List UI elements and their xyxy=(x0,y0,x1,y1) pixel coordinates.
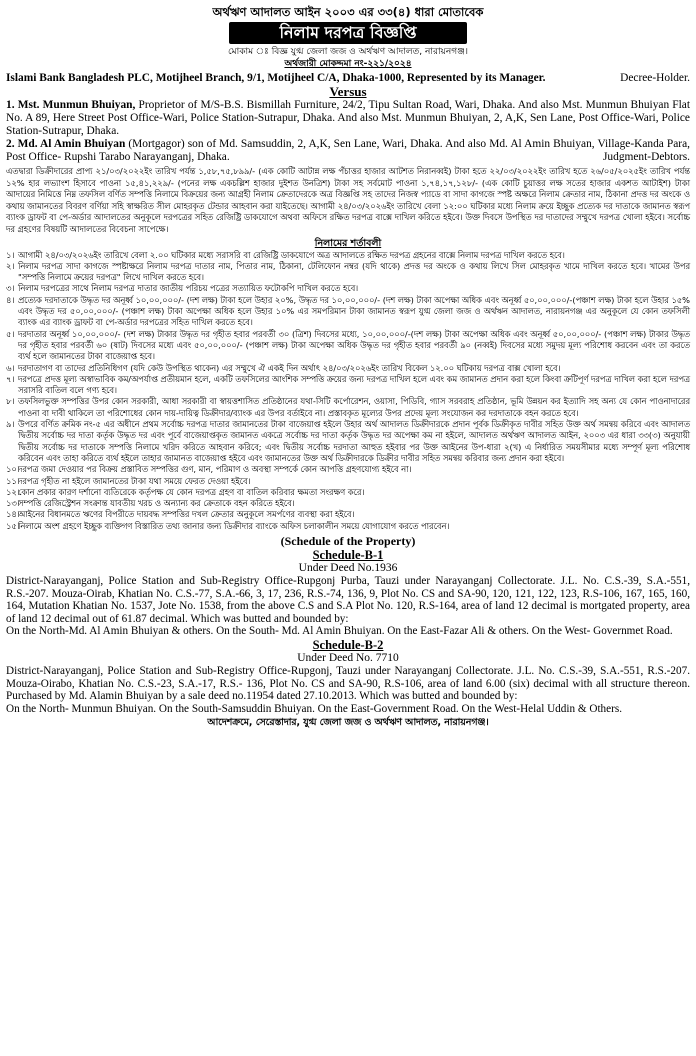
rule-text: দরদাতাগণ বা তাদের প্রতিনিধিগণ (যদি কেউ উপস্থিত থাকেন) এর সম্মুখে ঐ একই দিন অর্থাৎ ২৪/০৩/২০২৬ইং তারিখ বিকেল ১২.০০ ঘটিকায় দরপত্র বাক্স খোলা হবে। xyxy=(18,362,561,373)
rule-item xyxy=(6,476,690,487)
schedule-b2-bounds: On the North- Munmun Bhuiyan. On the South-Samsuddin Bhuiyan. On the East-Government Road. On the West-Helal Uddin & Others. xyxy=(6,702,622,715)
schedule-b1-deed: Under Deed No.1936 xyxy=(298,561,398,574)
schedule-b2-title: Schedule-B-2 xyxy=(312,637,384,652)
plaintiff-role: Decree-Holder. xyxy=(620,72,690,84)
schedule-b2-deed: Under Deed No. 7710 xyxy=(297,651,399,664)
notice-title: নিলাম দরপত্র বিজ্ঞপ্তি xyxy=(229,22,467,44)
rule-number: ৭। xyxy=(6,373,15,384)
rule-text: তফসিলভুক্ত সম্পত্তির উপর কোন সরকারী, আধা সরকারী বা স্বায়ত্তশাসিত প্রতিষ্ঠানের যথা-সিটি কর্পোরেশন, ওয়াসা, পিডিবি, গ্যাস সরবরাহ প্রতিষ্ঠান, ভূমি উন্নয়ন কর ইত্যাদি সহ অন্য যে কোন পাওনাদারের পাওনা বা দাবী থাকিলে তা পরিশোধের কোন দায়-দায়িত্ব ডিক্রীদার/ব্যাংক এর উপর বর্তাইবে না। প্রস্তাবকৃত মূল্যের উপর প্রদেয় মূল্য সংযোজন কর দরদাতাকে বহন করতে হবে। xyxy=(18,396,690,418)
defendant-1: 1. Mst. Munmun Bhuiyan, Proprietor of M/S-B.S. Bismillah Furniture, 24/2, Tipu Sultan Road, Wari, Dhaka. And also Mst. Munmun Bhuiyan Flat No. A 89, Here Street Post Office-Wari, Police Station-Sutrapur, Dhaka. And also Mst. Munmun Bhuiyan, 2, A,K, Sen Lane, Post Office-Wari, Police Station-Sutrapur, Dhaka. xyxy=(6,99,691,137)
versus-label: Versus xyxy=(329,84,367,99)
rule-text: দরপত্র জমা দেওয়ার পর বিক্রয় প্রস্তাবিত সম্পত্তির গুণ, মান, পরিমাণ ও অবস্থা সম্পর্কে কোন আপত্তি গ্রহণযোগ্য হইবে না। xyxy=(18,464,412,475)
schedule-title: (Schedule of the Property) xyxy=(280,533,416,548)
rule-number: ১৫। xyxy=(6,520,20,531)
rule-text: নিলাম দরপত্র সাদা কাগজে স্পষ্টাক্ষরে নিলাম দরপত্র দাতার নাম, পিতার নাম, ঠিকানা, টেলিফোন নম্বর (যদি থাকে) প্রদত্ত দর অংকে ও কথায় লিখে সিল মোহরকৃত খামে দাখিল করতে হবে। খামের উপর "সম্পত্তি নিলামে ক্রয়ের দরপত্র" লিখে দাখিল করতে হবে। xyxy=(18,260,690,283)
rule-item xyxy=(6,250,690,261)
rule-number: ১৩। xyxy=(6,498,20,509)
rule-item xyxy=(6,363,690,374)
rule-item xyxy=(6,295,690,329)
rule-text: আগামী ২৪/০৩/২০২৬ইং তারিখে বেলা ২.০০ ঘটিকার মধ্যে সরাসরি বা রেজিষ্ট্রি ডাকযোগে অত্র আদালতে রক্ষিত দরপত্র গ্রহনের বাক্সে নিলাম দরপত্র দাখিল করতে হবে। xyxy=(18,249,565,260)
court-name: মোকাম ঃ বিজ্ঞ যুগ্ম জেলা জজ ও অর্থঋণ আদালত, নারায়নগঞ্জ। xyxy=(227,47,469,57)
rule-number: ১২। xyxy=(6,486,20,497)
rule-number: ৫। xyxy=(6,328,15,339)
rule-number: ৬। xyxy=(6,362,15,373)
case-number: অর্থজারী মোকদ্দমা নং-২২১/২০২৪ xyxy=(284,59,412,69)
defendant-2: 2. Md. Al Amin Bhuiyan (Mortgagor) son of Md. Samsuddin, 2, A,K, Sen Lane, Wari, Dhaka. And also Md. Al Amin Bhuiyan, Village-Kanda Para, Post Office- Rupshi Tarabo Narayanganj, Dhaka. Judgment-Debtors. xyxy=(6,138,690,163)
rule-number: ৮। xyxy=(6,396,15,407)
rule-text: দরদাতার অনূর্ধ্ব ১০,০০,০০০/- (দশ লক্ষ) টাকার উদ্ধৃত দর গৃহীত হবার পরবর্তী ৩০ (ত্রিশ) দিবসের মধ্যে, ১০,০০,০০০/-(দশ লক্ষ) টাকা অপেক্ষা অধিক এবং অনূর্ধ্ব ৫০,০০,০০০/- (পঞ্চাশ লক্ষ) টাকার উদ্ধৃত দর গৃহীত হবার পরবর্তী ৬০ (ষাট) দিবসের মধ্যে এবং ৫০,০০,০০০/- (পঞ্চাশ লক্ষ) টাকা অপেক্ষা অধিক উদ্ধৃত দর গৃহীত হবার পরবর্তী ৯০ (নব্বই) দিবসের মধ্যে সমুদয় মূল্য পরিশোধ করবেন এবং তা করতে ব্যর্থ হলে জামানতের টাকা বাজেয়াপ্ত হবে। xyxy=(18,328,690,362)
rule-item xyxy=(6,464,690,475)
rule-text: নিলাম দরপত্রের সাথে নিলাম দরপত্র দাতার জাতীয় পরিচয় পত্রের সত্যায়িত ফটোকপি দাখিল করতে হবে। xyxy=(18,283,359,294)
rules-list xyxy=(6,250,690,532)
rule-text: দরপত্র গৃহীত না হইলে জামানতের টাকা যথা সময়ে ফেরত দেওয়া হইবে। xyxy=(18,475,251,486)
rule-item xyxy=(6,487,690,498)
rule-number: ৩। xyxy=(6,283,15,294)
rule-item xyxy=(6,419,690,464)
rule-number: ১১। xyxy=(6,475,20,486)
schedule-b2-text: District-Narayanganj, Police Station and Sub-Registry Office-Rupgonj, Tauzi under Narayanganj Collectorate. J.L. No. C.S.-39, S.A.-551, R.S.-207. Mouza-Oirabo, Khatian No. C.S.-23, S.A.-17, R.S.- 136, Plot No. CS and SA-90, R.S-106, area of land 6.00 (six) decimal with all structure thereon. Purchased by Md. Alamin Bhuiyan by a sale deed no.11954 dated 27.10.2013. Which was butted and bounded by: xyxy=(6,664,690,703)
rule-item xyxy=(6,329,690,363)
rule-item xyxy=(6,498,690,509)
notice-page xyxy=(6,4,690,729)
rule-text: দরপত্রে প্রদত্ত মূল্য অস্বাভাবিক কম/অপর্যাপ্ত প্রতীয়মান হলে, একটি তফসিলের আংশিক সম্পত্তি ক্রয়ের জন্য দরপত্র দাখিল হলে এবং কম জামানত প্রদান করা হলে কিংবা ক্রটিপূর্ণ দরপত্র দাখিল করা হলে দরপত্র সরাসরি বাতিল বলে গণ্য হবে। xyxy=(18,373,690,396)
rule-number: ৪। xyxy=(6,294,15,305)
rule-item xyxy=(6,509,690,520)
rule-number: ১৪। xyxy=(6,509,20,520)
intro-paragraph: এতদ্বারা ডিক্রীদারের প্রাপ্য ২১/০৩/২০২২ইং তারিখ পর্যন্ত ১,৫৮,৭৫,৮৯৯/- (এক কোটি আটান্ন লক্ষ পঁচাত্তর হাজার আটশত নিরানব্বই) টাকা হতে ২২/০৩/২০২২ইং তারিখ হতে ২৬/০৫/২০২৫ইং তারিখ পর্যন্ত ১২% হার লভ্যাংশ হিসাবে পাওনা ১৫,৪১,২২৯/- (পনের লক্ষ একচল্লিশ হাজার দুইশত উনত্রিশ) টাকা সহ সর্বমোট পাওনা ১,৭৪,১৭,১২৮/- (এক কোটি চুয়াত্তর লক্ষ সতের হাজার একশত আটাইশ) টাকা আদায়ের নিমিত্তে নিম্ন তফসিল বর্ণিত সম্পত্তি নিলামে বিক্রয়ের জন্য আগ্রহী নিলাম ক্রেতাদেরকে অত্র বিজ্ঞপ্তি সহ তাদের নিজস্ব প্যাডে বা সাদা কাগজে স্পষ্ট অক্ষরে নিলাম ক্রেতার নাম, ঠিকানা প্রদত্ত দর অংকে ও কথায় জামানতের বিবরণ বর্ণিয়া সহি স্বাক্ষরিত সীল মোহরকৃত টেন্ডার আহবান করা যাইতেছে। আগামী ২৪/০৩/২০২৬ইং তারিখে বেলা ১২:০০ ঘটিকার মধ্যে নিলাম ক্রয়ে ইচ্ছুক প্রত্যেক দর দাতাকে জামানত স্বরূপ ব্যাংক ড্রাফট বা পে-অর্ডার আদালতের অনুকূলে দরপত্রের সহিত রেজিষ্ট্রি ডাকযোগে অথবা অফিসে রক্ষিত দরপত্র বাক্সে দাখিল করিতে হইবে। উক্ত দিবসে উপস্থিত দর দাতাদের সম্মুখে দরপত্র খোলা হইবে। সর্বোচ্চ দর গ্রহণের বিষয়টি আদালতের বিবেচনা সাপেক্ষে। xyxy=(6,166,690,234)
rule-item xyxy=(6,521,690,532)
rule-item xyxy=(6,396,690,419)
defendant-1-address: Proprietor of M/S-B.S. Bismillah Furniture, 24/2, Tipu Sultan Road, Wari, Dhaka. And also Mst. Munmun Bhuiyan Flat No. A 89, Here Street Post Office-Wari, Police Station-Sutrapur, Dhaka. And also Mst. Munmun Bhuiyan, 2, A,K, Sen Lane, Post Office-Wari, Police Station-Sutrapur, Dhaka. xyxy=(6,99,691,137)
rule-item xyxy=(6,283,690,294)
defendant-role: Judgment-Debtors. xyxy=(603,151,690,163)
rule-text: উপরে বর্ণিত ক্রমিক নং-৫ এর অধীনে প্রথম সর্বোচ্চ দরপত্র দাতার জামানতের টাকা বাজেয়াপ্ত হইলে উহার অর্থ আদালত ডিক্রীদারকে প্রদান পূর্বক ডিক্রীকৃত দাবীর সহিত উক্ত অর্থ সমন্বয় করিবে এবং আদালত দ্বিতীয় সর্বোচ্চ দর দাতা কর্তৃক উদ্ধৃত দর এবং পূর্বে বাজেয়াপ্তকৃত জামানত একত্রে সর্বোচ্চ দর দাতা কর্তৃক উদ্ধৃত দর অপেক্ষা কম না হইলে, আদালত অর্থঋণ আদালত আইন, ২০০৩ এর ধারা ৩৩(৩) অনুযায়ী দ্বিতীয় সর্বোচ্চ দর দাতাকে সম্পত্তি নিলামে খরিদ করিতে আহবান করিবে; এবং দ্বিতীয় সর্বোচ্চ দরদাতা আহুত হইবার পর উক্ত আইনের উপ-ধারা ২(খ) এ নির্ধারিত সময়সীমার মধ্যে সম্পূর্ণ মূল্য পরিশোধ করিবেন এবং তাহা করিতে ব্যর্থ হইলে তাহার জামানত বাজেয়াপ্ত হইবে এবং জামানতের উক্ত অর্থ ডিক্রীদারকে ডিক্রীর দাবীর সহিত সমন্বয় করিবার জন্য প্রদান করা হইবে। xyxy=(18,419,690,463)
rule-text: নিলামে অংশ গ্রহণে ইচ্ছুক ব্যক্তিগণ বিস্তারিত তথ্য জানার জন্য ডিক্রীদার ব্যাংকে অফিস চলাকালীন সময়ে যোগাযোগ করতে পারবেন। xyxy=(18,520,450,531)
rule-number: ২। xyxy=(6,260,15,271)
rule-number: ৯। xyxy=(6,419,15,430)
schedule-b1-title: Schedule-B-1 xyxy=(312,547,384,562)
rules-heading: নিলামের শর্তাবলী xyxy=(314,237,382,249)
rule-number: ১০। xyxy=(6,464,20,475)
schedule-b1-text: District-Narayanganj, Police Station and Sub-Registry Office-Rupgonj Purba, Tauzi under Narayanganj Collectorate. J.L. No. C.S.-39, S.A.-551, R.S.-207. Mouza-Oirab, Khatian No. C.S.-77, S.A.-66, 3, 17, 236, R.S.-74, 136, 9, Plot No. CS and SA-90, 120, 121, 122, 123, R.S-106, 167, 165, 160, 164, Mutation Khatian No. 1537, Jote No. 1538, from the above C.S and S.A Plot No. 120, R.S-164, area of land 12 decimal is mortgated property, area of land 12 decimal out of 61.87 decimal. Which was butted and bounded by: xyxy=(6,574,690,625)
rule-text: আইনের বিধানমতে ঋণের বিপরীতে দায়বদ্ধ সম্পত্তির দখল ক্রেতার অনুকূলে সমর্পণের ব্যবস্থা করা হইবে। xyxy=(18,509,355,520)
rule-number: ১। xyxy=(6,249,15,260)
law-reference: অর্থঋণ আদালত আইন ২০০৩ এর ৩৩(৪) ধারা মোতাবেক xyxy=(212,5,484,19)
plaintiff-block: Islami Bank Bangladesh PLC, Motijheel Branch, 9/1, Motijheel C/A, Dhaka-1000, Represented by its Manager. Decree-Holder. xyxy=(6,72,690,84)
rule-text: কোন প্রকার কারণ দর্শানো ব্যতিরেকে কর্তৃপক্ষ যে কোন দরপত্র গ্রহণ বা বাতিল করিবার ক্ষমতা সংরক্ষণ করে। xyxy=(18,486,365,497)
rule-item xyxy=(6,374,690,397)
rule-item xyxy=(6,261,690,284)
rule-text: সম্পত্তি রেজিস্ট্রেশন সংক্রান্ত যাবতীয় খরচ ও অন্যান্য কর ক্রেতাকে বহন করিতে হইবে। xyxy=(18,498,295,509)
footer-signature: আদেশক্রমে, সেরেস্তাদার, যুগ্ম জেলা জজ ও অর্থঋণ আদালত, নারায়নগঞ্জ। xyxy=(207,717,489,729)
schedule-b1-bounds: On the North-Md. Al Amin Bhuiyan & others. On the South- Md. Al Amin Bhuiyan. On the East-Fazar Ali & others. On the West- Governmet Road. xyxy=(6,625,673,638)
rule-text: প্রত্যেক দরদাতাকে উদ্ধৃত দর অনূর্ধ্ব ১০,০০,০০০/- (দশ লক্ষ) টাকা হলে উহার ২০%, উদ্ধৃত দর ১০,০০,০০০/- (দশ লক্ষ) টাকা অপেক্ষা অধিক এবং অনূর্ধ্ব ৫০,০০,০০০/-(পঞ্চাশ লক্ষ) টাকা হলে উহার ১৫% এবং উদ্ধৃত দর ৫০,০০,০০০/- (পঞ্চাশ লক্ষ) টাকা অপেক্ষা অধিক হলে উহার ১০% এর সমপরিমান টাকা জামানত স্বরূপ যুগ্ম জেলা জজ ও অর্থঋন আদালত, নারায়নগঞ্জ এর অনুকূলে যে কোন তফসিলী ব্যাংক এর ব্যাংক ড্রাফট বা পে-অর্ডার দরপত্রের সহিত দাখিল করতে হবে। xyxy=(18,294,690,328)
